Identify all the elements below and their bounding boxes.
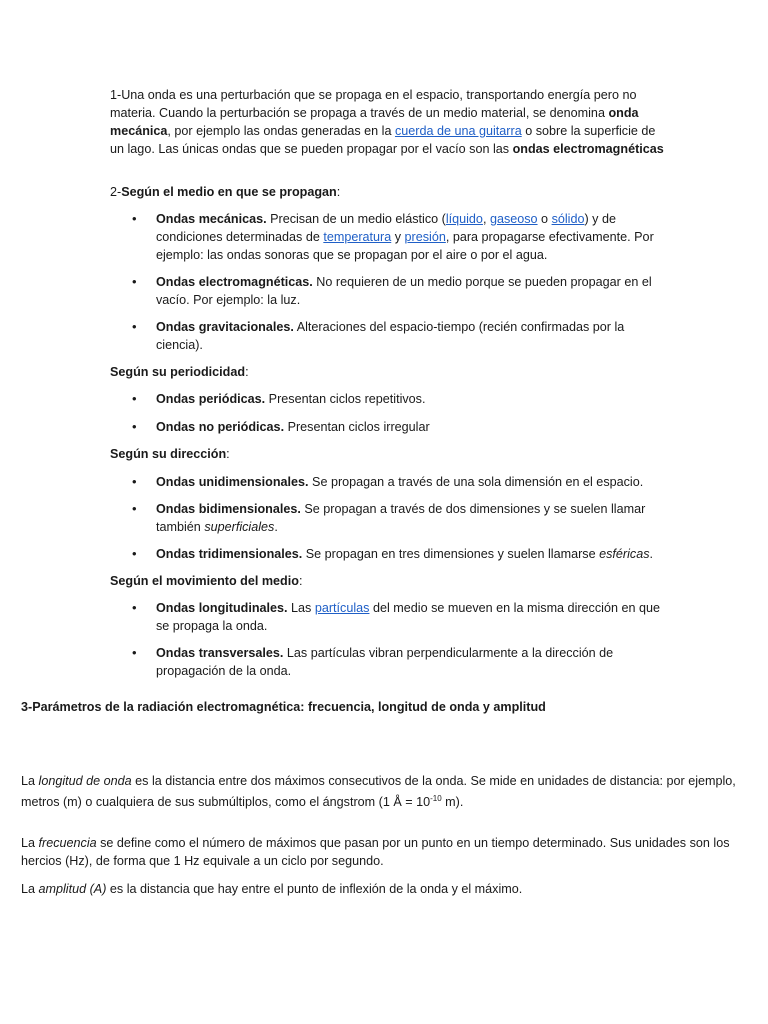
list-item: [110, 473, 670, 491]
item-term: Ondas unidimensionales.: [156, 475, 309, 489]
section-title: 3-Parámetros de la radiación electromagnética: frecuencia, longitud de onda y amplitud: [21, 700, 546, 714]
list-periodicidad: [110, 390, 670, 436]
item-term: Ondas transversales.: [156, 646, 284, 660]
link-particulas[interactable]: partículas: [314, 601, 370, 615]
section-heading-direccion: [110, 445, 670, 463]
item-term: Ondas tridimensionales.: [156, 547, 303, 561]
item-term: Ondas longitudinales.: [156, 601, 288, 615]
section-heading-parametros: [21, 698, 741, 716]
intro-paragraph: [110, 86, 670, 158]
list-item: [110, 599, 670, 635]
list-item: [110, 390, 670, 408]
item-text: Se propagan en tres dimensiones y suelen llamarse: [302, 547, 600, 561]
item-text: Alteraciones del espacio-tiempo (recién confirmadas por la ciencia).: [156, 320, 625, 352]
list-item: [110, 418, 670, 436]
item-text: Las: [287, 601, 315, 615]
bullet-icon: •: [132, 391, 137, 406]
heading-colon: :: [245, 365, 249, 379]
item-text: Precisan de un medio elástico (: [266, 212, 446, 226]
item-term: Ondas electromagnéticas.: [156, 275, 313, 289]
paragraph-text: La: [21, 836, 39, 850]
item-text: .: [649, 547, 654, 561]
link-solido[interactable]: sólido: [551, 212, 585, 226]
list-item: [110, 318, 670, 354]
list-item: [110, 644, 670, 680]
term-italic: longitud de onda: [38, 774, 132, 788]
item-text: Presentan ciclos irregular: [284, 420, 430, 434]
paragraph-text: La: [21, 882, 39, 896]
item-text: y: [391, 230, 405, 244]
intro-text: 1-Una onda es una perturbación que se propaga en el espacio, transportando energía pero no materia. Cuando la perturbación se propaga a través de un medio material, se denomina: [110, 88, 637, 120]
list-movimiento: [110, 599, 670, 680]
item-italic: esféricas: [599, 547, 650, 561]
item-text: o: [537, 212, 552, 226]
section-title: Según su dirección: [110, 447, 227, 461]
link-cuerda-guitarra[interactable]: cuerda de una guitarra: [394, 124, 522, 138]
section-title: Según el medio en que se propagan: [121, 185, 337, 199]
list-item: [110, 273, 670, 309]
heading-colon: :: [298, 574, 303, 588]
heading-colon: :: [226, 447, 230, 461]
paragraph-text: m).: [441, 795, 464, 810]
item-term: Ondas bidimensionales.: [156, 502, 301, 516]
bullet-icon: •: [132, 419, 137, 434]
section-heading-movimiento: [110, 572, 670, 590]
list-item: [110, 545, 670, 563]
paragraph-frecuencia: [21, 834, 741, 870]
bullet-icon: •: [132, 211, 137, 226]
section-title: Según su periodicidad: [110, 365, 246, 379]
exponent: -10: [430, 794, 442, 803]
item-text: No requieren de un medio porque se pueden propagar en el vacío. Por ejemplo: la luz.: [156, 275, 652, 307]
item-text: ,: [482, 212, 490, 226]
item-italic: superficiales: [204, 520, 275, 534]
item-term: Ondas mecánicas.: [156, 212, 267, 226]
term-italic: amplitud (A): [38, 882, 107, 896]
paragraph-text: La: [21, 774, 39, 788]
item-term: Ondas periódicas.: [156, 392, 266, 406]
link-temperatura[interactable]: temperatura: [323, 230, 392, 244]
paragraph-longitud-de-onda: [21, 772, 741, 811]
bullet-icon: •: [132, 600, 137, 615]
section-title: Según el movimiento del medio: [110, 574, 299, 588]
section-heading-periodicidad: [110, 363, 670, 381]
intro-bold-ondas-electromagneticas: ondas electromagnéticas: [512, 142, 664, 156]
item-text: Presentan ciclos repetitivos.: [265, 392, 426, 406]
bullet-icon: •: [132, 645, 137, 660]
item-text: Se propagan a través de una sola dimensión en el espacio.: [308, 475, 644, 489]
link-presion[interactable]: presión: [404, 230, 446, 244]
list-item: [110, 500, 670, 536]
item-text: , para propagarse efectivamente. Por ejemplo: las ondas sonoras que se propagan por el aire o por el agua.: [156, 230, 654, 262]
item-text: ) y de condiciones determinadas de: [156, 212, 616, 244]
bullet-icon: •: [132, 501, 137, 516]
heading-colon: :: [336, 185, 341, 199]
term-italic: frecuencia: [38, 836, 97, 850]
item-text: del medio se mueven en la misma dirección en que se propaga la onda.: [156, 601, 660, 633]
bullet-icon: •: [132, 274, 137, 289]
item-term: Ondas no periódicas.: [156, 420, 285, 434]
intro-text: o sobre la superficie de un lago. Las únicas ondas que se pueden propagar por el vacío son las: [110, 124, 656, 156]
paragraph-text: es la distancia que hay entre el punto de inflexión de la onda y el máximo.: [106, 882, 523, 896]
bullet-icon: •: [132, 546, 137, 561]
bullet-icon: •: [132, 319, 137, 334]
intro-text: , por ejemplo las ondas generadas en la: [167, 124, 395, 138]
paragraph-text: se define como el número de máximos que pasan por un punto en un tiempo determinado. Sus unidades son los hercios (Hz), de forma que 1 Hz equivale a un ciclo por segundo.: [21, 836, 730, 868]
section-heading-medio: [110, 183, 670, 201]
item-text: Las partículas vibran perpendicularmente a la dirección de propagación de la onda.: [156, 646, 614, 678]
list-direccion: [110, 473, 670, 563]
item-text: Se propagan a través de dos dimensiones y se suelen llamar también: [156, 502, 646, 534]
item-term: Ondas gravitacionales.: [156, 320, 294, 334]
list-medio: [110, 210, 670, 354]
list-item: [110, 210, 670, 264]
link-gaseoso[interactable]: gaseoso: [489, 212, 538, 226]
intro-bold-onda-mecanica: onda mecánica: [110, 106, 639, 138]
paragraph-amplitud: [21, 880, 741, 898]
item-text: .: [274, 520, 278, 534]
section-number: 2-: [110, 185, 122, 199]
bullet-icon: •: [132, 474, 137, 489]
link-liquido[interactable]: líquido: [445, 212, 483, 226]
paragraph-text: es la distancia entre dos máximos consecutivos de la onda. Se mide en unidades de distancia: por ejemplo, metros (m) o cualquiera de sus submúltiplos, como el ángstrom (1 Å = 10: [21, 774, 736, 810]
